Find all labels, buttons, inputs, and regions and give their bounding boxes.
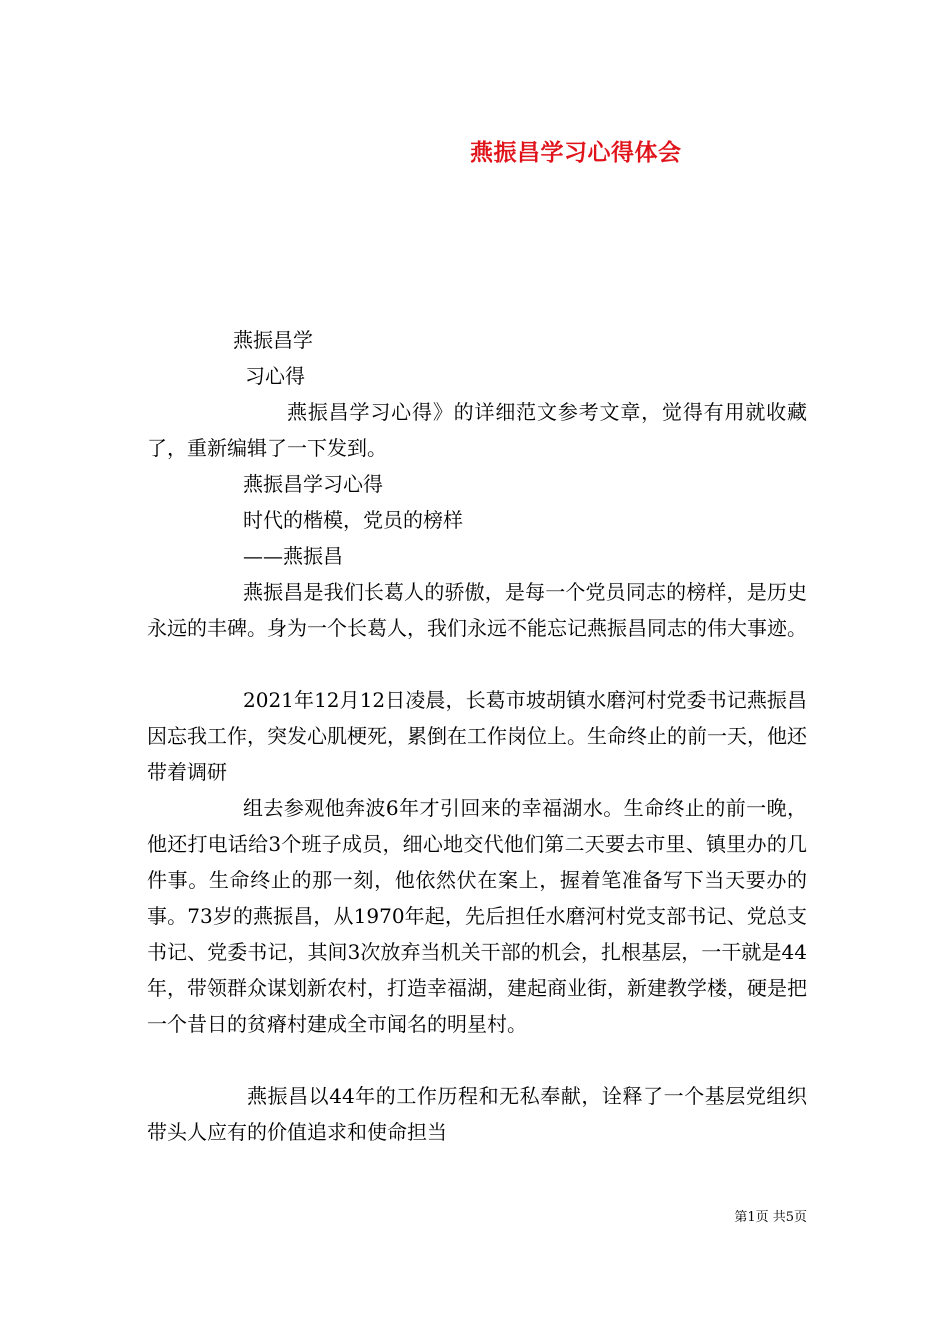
section-heading: 燕振昌学习心得 [243, 472, 383, 496]
paragraph-event: 2021年12月12日凌晨，长葛市坡胡镇水磨河村党委书记燕振昌因忘我工作，突发心肌梗死，累倒在工作岗位上。生命终止的前一天，他还带着调研 [147, 688, 807, 784]
paragraph-pride: 燕振昌是我们长葛人的骄傲，是每一个党员同志的榜样，是历史永远的丰碑。身为一个长葛人，我们永远不能忘记燕振昌同志的伟大事迹。 [147, 580, 807, 640]
heading-line-2: 习心得 [245, 364, 305, 388]
paragraph-story: 组去参观他奔波6年才引回来的幸福湖水。生命终止的前一晚，他还打电话给3个班子成员，细心地交代他们第二天要去市里、镇里办的几件事。生命终止的那一刻，他依然伏在案上，握着笔准备写下当天要办的事。73岁的燕振昌，从1970年起，先后担任水磨河村党支部书记、党总支书记、党委书记，其间3次放弃当机关干部的机会，扎根基层，一干就是44年，带领群众谋划新农村，打造幸福湖，建起商业街，新建教学楼，硬是把一个昔日的贫瘠村建成全市闻名的明星村。 [147, 796, 807, 1036]
paragraph-intro: 燕振昌学习心得》的详细范文参考文章，觉得有用就收藏了，重新编辑了一下发到。 [147, 400, 807, 460]
page-number-footer: 第1页 共5页 [734, 1210, 807, 1225]
heading-line-1: 燕振昌学 [233, 328, 313, 352]
section-author: ——燕振昌 [243, 544, 343, 568]
section-subtitle: 时代的楷模，党员的榜样 [243, 508, 463, 532]
document-title: 燕振昌学习心得体会 [470, 139, 682, 166]
paragraph-summary: 燕振昌以44年的工作历程和无私奉献，诠释了一个基层党组织带头人应有的价值追求和使命担当 [147, 1084, 807, 1144]
